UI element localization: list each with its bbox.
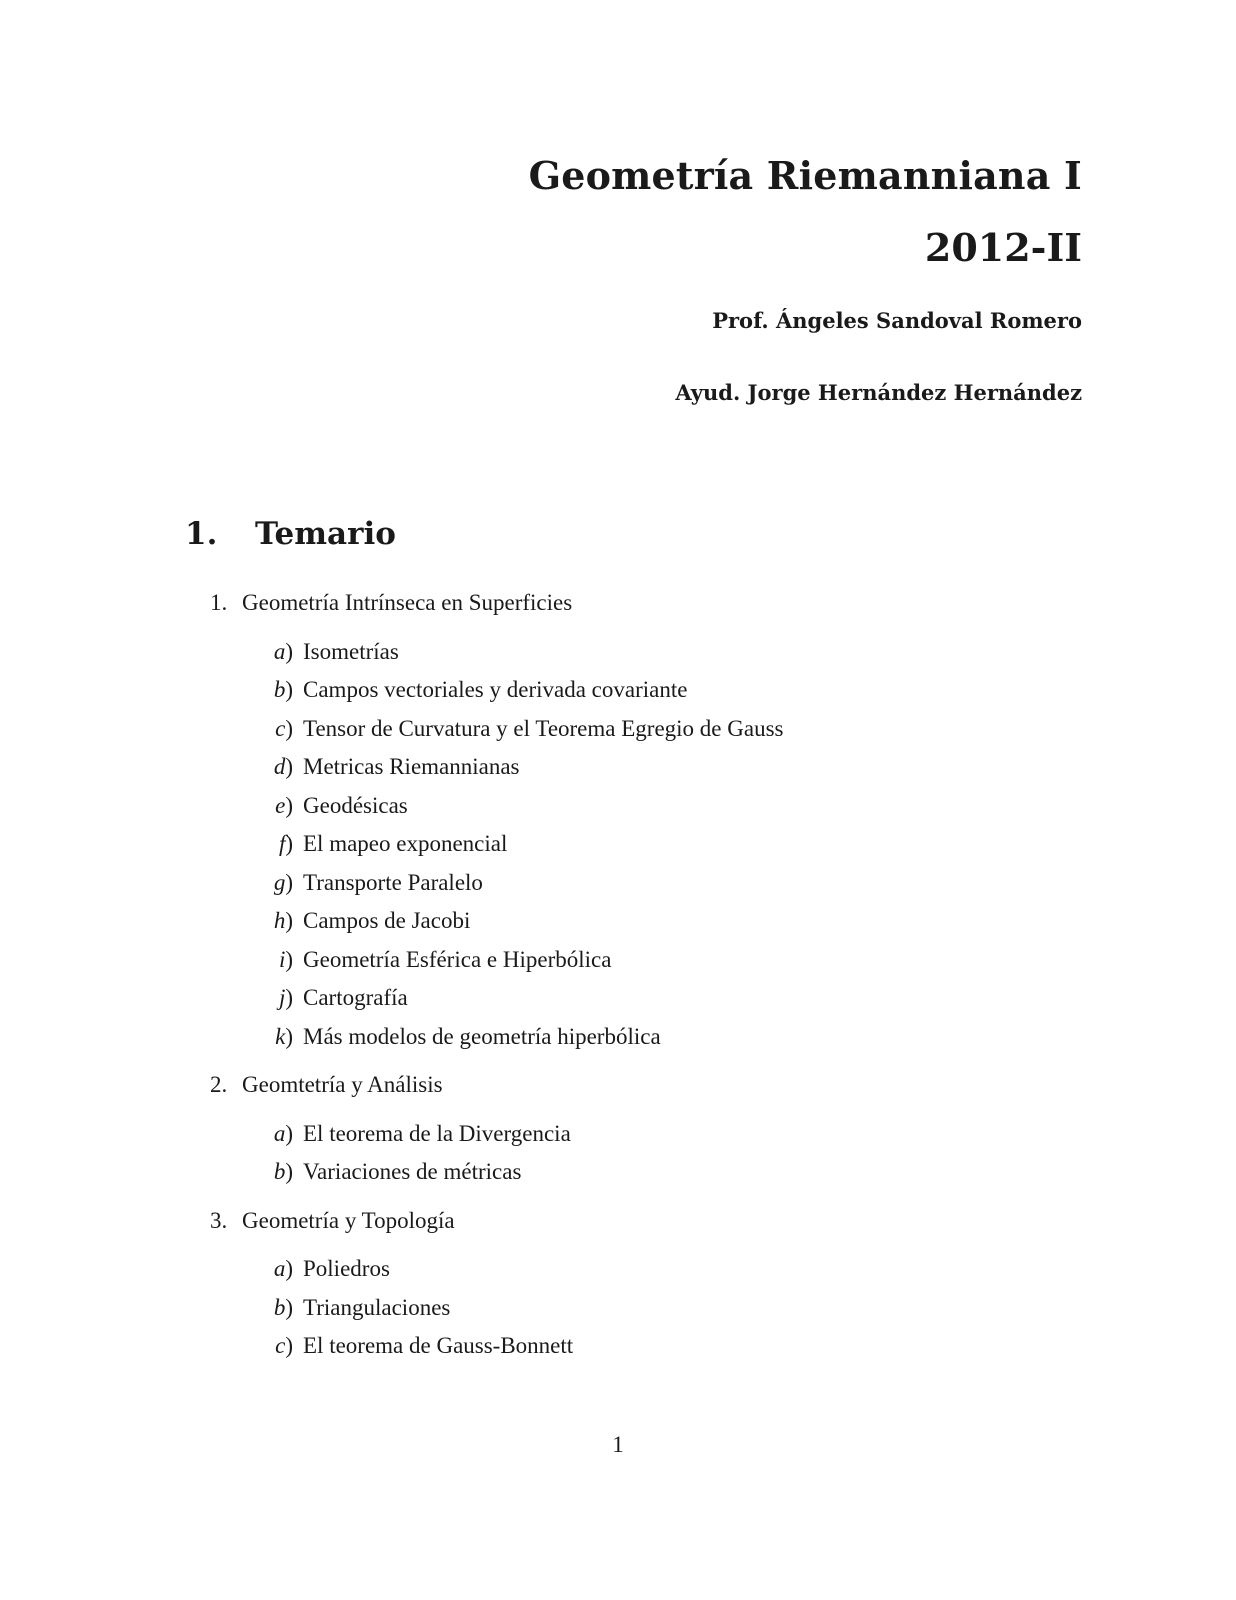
item-letter: b [273,677,286,702]
item-text: Isometrías [303,638,399,664]
section-number: 1. [185,516,218,552]
item-text: Poliedros [303,1256,390,1281]
topic [210,1202,1070,1366]
list-item: a) El teorema de la Divergencia [210,1115,1070,1154]
list-item: a) Poliedros [210,1250,1070,1289]
item-text: Geometría Esférica e Hiperbólica [303,946,612,972]
list-item: d) Metricas Riemannianas [210,748,1070,787]
item-letter: a [273,1120,286,1146]
list-item: a) Isometrías [210,633,1070,672]
page-number: 1 [612,1432,624,1457]
item-text: Metricas Riemannianas [303,754,520,779]
subtopic-list [210,1250,1070,1366]
item-letter: i [278,946,286,972]
item-letter: a [273,1256,286,1281]
item-text: Variaciones de métricas [303,1159,522,1184]
item-letter: b [273,1159,286,1184]
item-text: Cartografía [303,985,408,1010]
item-letter: c [275,715,286,741]
item-text: Más modelos de geometría hiperbólica [303,1023,661,1049]
professor-name: Prof. Ángeles Sandoval Romero [712,308,1082,333]
list-item: g) Transporte Paralelo [210,864,1070,903]
topic-title: Geometría Intrínseca en Superficies [242,590,573,615]
topic [210,584,1070,1056]
item-letter: a [273,638,286,664]
topic-number: 3. [210,1207,228,1233]
topic-heading [210,1066,1070,1105]
item-letter: k [275,1023,286,1049]
section-title: Temario [255,516,396,552]
item-text: Campos vectoriales y derivada covariante [303,677,688,702]
topic-number: 1. [210,590,228,615]
topic-heading [210,1202,1070,1241]
item-text: Campos de Jacobi [303,908,471,933]
item-letter: d [273,754,286,779]
item-letter: j [278,985,286,1010]
title-block [382,150,1082,408]
item-letter: b [273,1294,286,1320]
item-text: Transporte Paralelo [303,869,483,895]
section-heading [185,512,396,556]
item-text: El teorema de Gauss-Bonnett [303,1333,574,1358]
topic [210,1066,1070,1192]
list-item: h) Campos de Jacobi [210,902,1070,941]
topic-title: Geometría y Topología [242,1207,455,1233]
list-item: j) Cartografía [210,979,1070,1018]
item-text: Tensor de Curvatura y el Teorema Egregio de Gauss [303,715,784,741]
item-letter: c [275,1333,286,1358]
item-text: El mapeo exponencial [303,831,508,856]
list-item: i) Geometría Esférica e Hiperbólica [210,941,1070,980]
item-letter: h [273,908,286,933]
document-title: Geometría Riemanniana I [528,153,1082,198]
item-letter: e [275,792,286,818]
list-item: f) El mapeo exponencial [210,825,1070,864]
topic-number: 2. [210,1072,228,1097]
list-item: b) Campos vectoriales y derivada covariante [210,671,1070,710]
assistant-name: Ayud. Jorge Hernández Hernández [675,380,1082,405]
item-letter: g [273,869,286,895]
topic-title: Geomtetría y Análisis [242,1072,443,1097]
subtopic-list [210,633,1070,1057]
list-item: b) Triangulaciones [210,1289,1070,1328]
syllabus-outline [210,584,1070,1376]
list-item: e) Geodésicas [210,787,1070,826]
subtopic-list [210,1115,1070,1192]
item-text: Geodésicas [303,792,408,818]
item-text: Triangulaciones [303,1294,451,1320]
topic-heading [210,584,1070,623]
list-item: b) Variaciones de métricas [210,1153,1070,1192]
list-item: k) Más modelos de geometría hiperbólica [210,1018,1070,1057]
list-item: c) Tensor de Curvatura y el Teorema Egregio de Gauss [210,710,1070,749]
list-item: c) El teorema de Gauss-Bonnett [210,1327,1070,1366]
term-label: 2012-II [924,225,1082,270]
item-letter: f [278,831,286,856]
item-text: El teorema de la Divergencia [303,1120,571,1146]
